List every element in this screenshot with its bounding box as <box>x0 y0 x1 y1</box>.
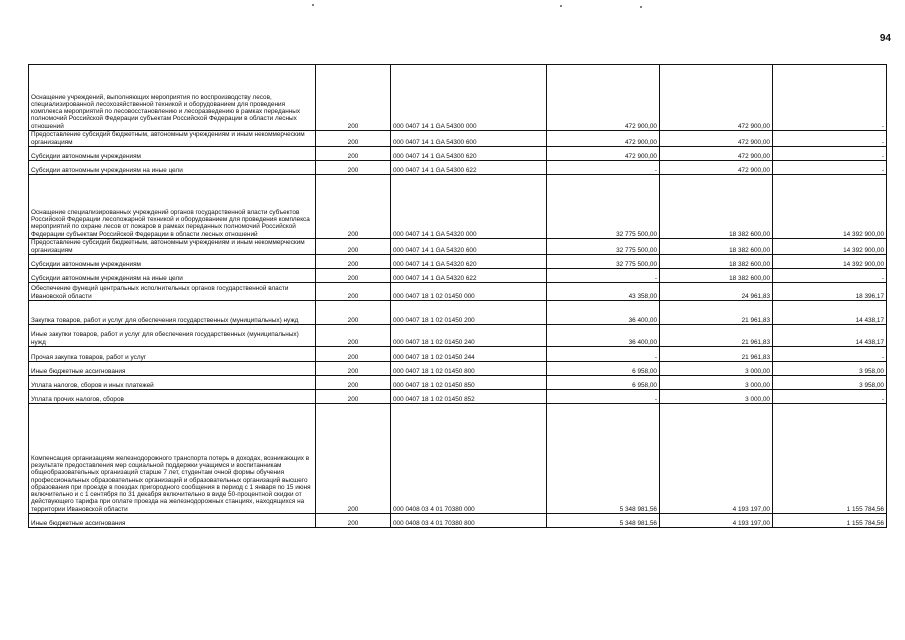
executed-amount: 3 000,00 <box>660 362 773 376</box>
scan-dot <box>640 6 642 8</box>
executed-amount: 18 382 600,00 <box>660 239 773 255</box>
table-row <box>29 376 887 390</box>
approved-amount: 36 400,00 <box>547 325 660 347</box>
approved-amount: 6 958,00 <box>547 362 660 376</box>
unexecuted-amount: - <box>773 65 887 131</box>
approved-amount: - <box>547 269 660 283</box>
line-code: 200 <box>316 404 391 514</box>
budget-table <box>28 64 887 528</box>
executed-amount: 472 900,00 <box>660 161 773 175</box>
approved-amount: 472 900,00 <box>547 65 660 131</box>
unexecuted-amount: 14 392 900,00 <box>773 239 887 255</box>
approved-amount: - <box>547 390 660 404</box>
classification-code: 000 0407 18 1 02 01450 000 <box>391 283 547 301</box>
line-code: 200 <box>316 131 391 147</box>
approved-amount: 32 775 500,00 <box>547 239 660 255</box>
approved-amount: 32 775 500,00 <box>547 175 660 239</box>
executed-amount: 4 193 197,00 <box>660 514 773 528</box>
scan-artifacts <box>0 2 905 10</box>
table-row <box>29 65 887 131</box>
row-description: Иные бюджетные ассигнования <box>29 514 316 528</box>
row-description: Компенсация организациям железнодорожного транспорта потерь в доходах, возникающих в результате предоставления мер социальной поддержки учащимся и воспитанникам общеобразовательных организаций старше 7 лет, студентам очной формы обучения профессиональных образовательных организаций и образовательных организаций высшего образования при проезде в поездах пригородного сообщения в период с 1 января по 15 июня включительно и с 1 сентября по 31 декабря включительно в виде 50-процентной скидки от действующего тарифа при оплате проезда на железнодорожных станциях, находящихся на территории Ивановской области <box>29 404 316 514</box>
table-row <box>29 390 887 404</box>
table-row <box>29 325 887 347</box>
row-description: Закупка товаров, работ и услуг для обеспечения государственных (муниципальных) нужд <box>29 301 316 325</box>
row-description: Субсидии автономным учреждениям на иные цели <box>29 269 316 283</box>
executed-amount: 472 900,00 <box>660 65 773 131</box>
unexecuted-amount: 14 392 900,00 <box>773 255 887 269</box>
classification-code: 000 0407 18 1 02 01450 800 <box>391 362 547 376</box>
row-description: Предоставление субсидий бюджетным, автономным учреждениям и иным некоммерческим организациям <box>29 239 316 255</box>
unexecuted-amount: - <box>773 269 887 283</box>
classification-code: 000 0407 14 1 GA 54300 622 <box>391 161 547 175</box>
executed-amount: 472 900,00 <box>660 131 773 147</box>
classification-code: 000 0407 14 1 GA 54300 600 <box>391 131 547 147</box>
line-code: 200 <box>316 325 391 347</box>
unexecuted-amount: 14 392 900,00 <box>773 175 887 239</box>
approved-amount: - <box>547 347 660 362</box>
unexecuted-amount: 3 958,00 <box>773 362 887 376</box>
executed-amount: 3 000,00 <box>660 390 773 404</box>
table-row <box>29 239 887 255</box>
row-description: Прочая закупка товаров, работ и услуг <box>29 347 316 362</box>
row-description: Субсидии автономным учреждениям на иные цели <box>29 161 316 175</box>
unexecuted-amount: - <box>773 131 887 147</box>
executed-amount: 18 382 600,00 <box>660 175 773 239</box>
table-row <box>29 301 887 325</box>
line-code: 200 <box>316 301 391 325</box>
approved-amount: 43 358,00 <box>547 283 660 301</box>
unexecuted-amount: - <box>773 161 887 175</box>
classification-code: 000 0407 18 1 02 01450 852 <box>391 390 547 404</box>
row-description: Уплата прочих налогов, сборов <box>29 390 316 404</box>
page-number: 94 <box>879 33 891 44</box>
executed-amount: 21 961,83 <box>660 301 773 325</box>
executed-amount: 3 000,00 <box>660 376 773 390</box>
classification-code: 000 0408 03 4 01 70380 800 <box>391 514 547 528</box>
executed-amount: 21 961,83 <box>660 325 773 347</box>
unexecuted-amount: 14 438,17 <box>773 325 887 347</box>
row-description: Уплата налогов, сборов и иных платежей <box>29 376 316 390</box>
approved-amount: 5 348 981,56 <box>547 514 660 528</box>
row-description: Субсидии автономным учреждениям <box>29 147 316 161</box>
line-code: 200 <box>316 283 391 301</box>
executed-amount: 24 961,83 <box>660 283 773 301</box>
classification-code: 000 0407 14 1 GA 54320 620 <box>391 255 547 269</box>
table-row <box>29 131 887 147</box>
line-code: 200 <box>316 376 391 390</box>
executed-amount: 21 961,83 <box>660 347 773 362</box>
table-row <box>29 362 887 376</box>
classification-code: 000 0407 18 1 02 01450 244 <box>391 347 547 362</box>
table-row <box>29 147 887 161</box>
classification-code: 000 0407 18 1 02 01450 200 <box>391 301 547 325</box>
line-code: 200 <box>316 239 391 255</box>
classification-code: 000 0407 18 1 02 01450 240 <box>391 325 547 347</box>
classification-code: 000 0407 14 1 GA 54320 622 <box>391 269 547 283</box>
approved-amount: 36 400,00 <box>547 301 660 325</box>
executed-amount: 18 382 600,00 <box>660 269 773 283</box>
approved-amount: 6 958,00 <box>547 376 660 390</box>
line-code: 200 <box>316 161 391 175</box>
unexecuted-amount: 1 155 784,56 <box>773 404 887 514</box>
approved-amount: 472 900,00 <box>547 131 660 147</box>
row-description: Оснащение учреждений, выполняющих мероприятия по воспроизводству лесов, специализированной лесохозяйственной техникой и оборудованием для проведения комплекса мероприятий по лесовосстановлению и лесоразведению в рамках переданных полномочий Российской Федерации субъектам Российской Федерации в области лесных отношений <box>29 65 316 131</box>
table-row <box>29 283 887 301</box>
unexecuted-amount: 1 155 784,56 <box>773 514 887 528</box>
classification-code: 000 0407 14 1 GA 54320 000 <box>391 175 547 239</box>
unexecuted-amount: - <box>773 147 887 161</box>
table-row <box>29 161 887 175</box>
line-code: 200 <box>316 390 391 404</box>
line-code: 200 <box>316 65 391 131</box>
unexecuted-amount: 14 438,17 <box>773 301 887 325</box>
classification-code: 000 0408 03 4 01 70380 000 <box>391 404 547 514</box>
unexecuted-amount: - <box>773 347 887 362</box>
classification-code: 000 0407 18 1 02 01450 850 <box>391 376 547 390</box>
unexecuted-amount: - <box>773 390 887 404</box>
table-row <box>29 404 887 514</box>
row-description: Предоставление субсидий бюджетным, автономным учреждениям и иным некоммерческим организациям <box>29 131 316 147</box>
executed-amount: 4 193 197,00 <box>660 404 773 514</box>
line-code: 200 <box>316 362 391 376</box>
line-code: 200 <box>316 514 391 528</box>
executed-amount: 18 382 600,00 <box>660 255 773 269</box>
row-description: Иные бюджетные ассигнования <box>29 362 316 376</box>
unexecuted-amount: 3 958,00 <box>773 376 887 390</box>
line-code: 200 <box>316 269 391 283</box>
row-description: Оснащение специализированных учреждений органов государственной власти субъектов Российской Федерации лесопожарной техникой и оборудованием для проведения комплекса мероприятий по охране лесов от пожаров в рамках переданных полномочий Российской Федерации субъектам Российской Федерации в области лесных отношений <box>29 175 316 239</box>
table-row <box>29 514 887 528</box>
classification-code: 000 0407 14 1 GA 54320 600 <box>391 239 547 255</box>
line-code: 200 <box>316 347 391 362</box>
table-row <box>29 347 887 362</box>
executed-amount: 472 900,00 <box>660 147 773 161</box>
line-code: 200 <box>316 255 391 269</box>
approved-amount: 472 900,00 <box>547 147 660 161</box>
approved-amount: 32 775 500,00 <box>547 255 660 269</box>
classification-code: 000 0407 14 1 GA 54300 620 <box>391 147 547 161</box>
row-description: Иные закупки товаров, работ и услуг для обеспечения государственных (муниципальных) нужд <box>29 325 316 347</box>
approved-amount: 5 348 981,56 <box>547 404 660 514</box>
scan-dot <box>560 5 562 7</box>
table-row <box>29 269 887 283</box>
line-code: 200 <box>316 175 391 239</box>
classification-code: 000 0407 14 1 GA 54300 000 <box>391 65 547 131</box>
table-row <box>29 175 887 239</box>
table-row <box>29 255 887 269</box>
approved-amount: - <box>547 161 660 175</box>
row-description: Обеспечение функций центральных исполнительных органов государственной власти Ивановской области <box>29 283 316 301</box>
scan-dot <box>312 4 314 6</box>
line-code: 200 <box>316 147 391 161</box>
row-description: Субсидии автономным учреждениям <box>29 255 316 269</box>
unexecuted-amount: 18 396,17 <box>773 283 887 301</box>
